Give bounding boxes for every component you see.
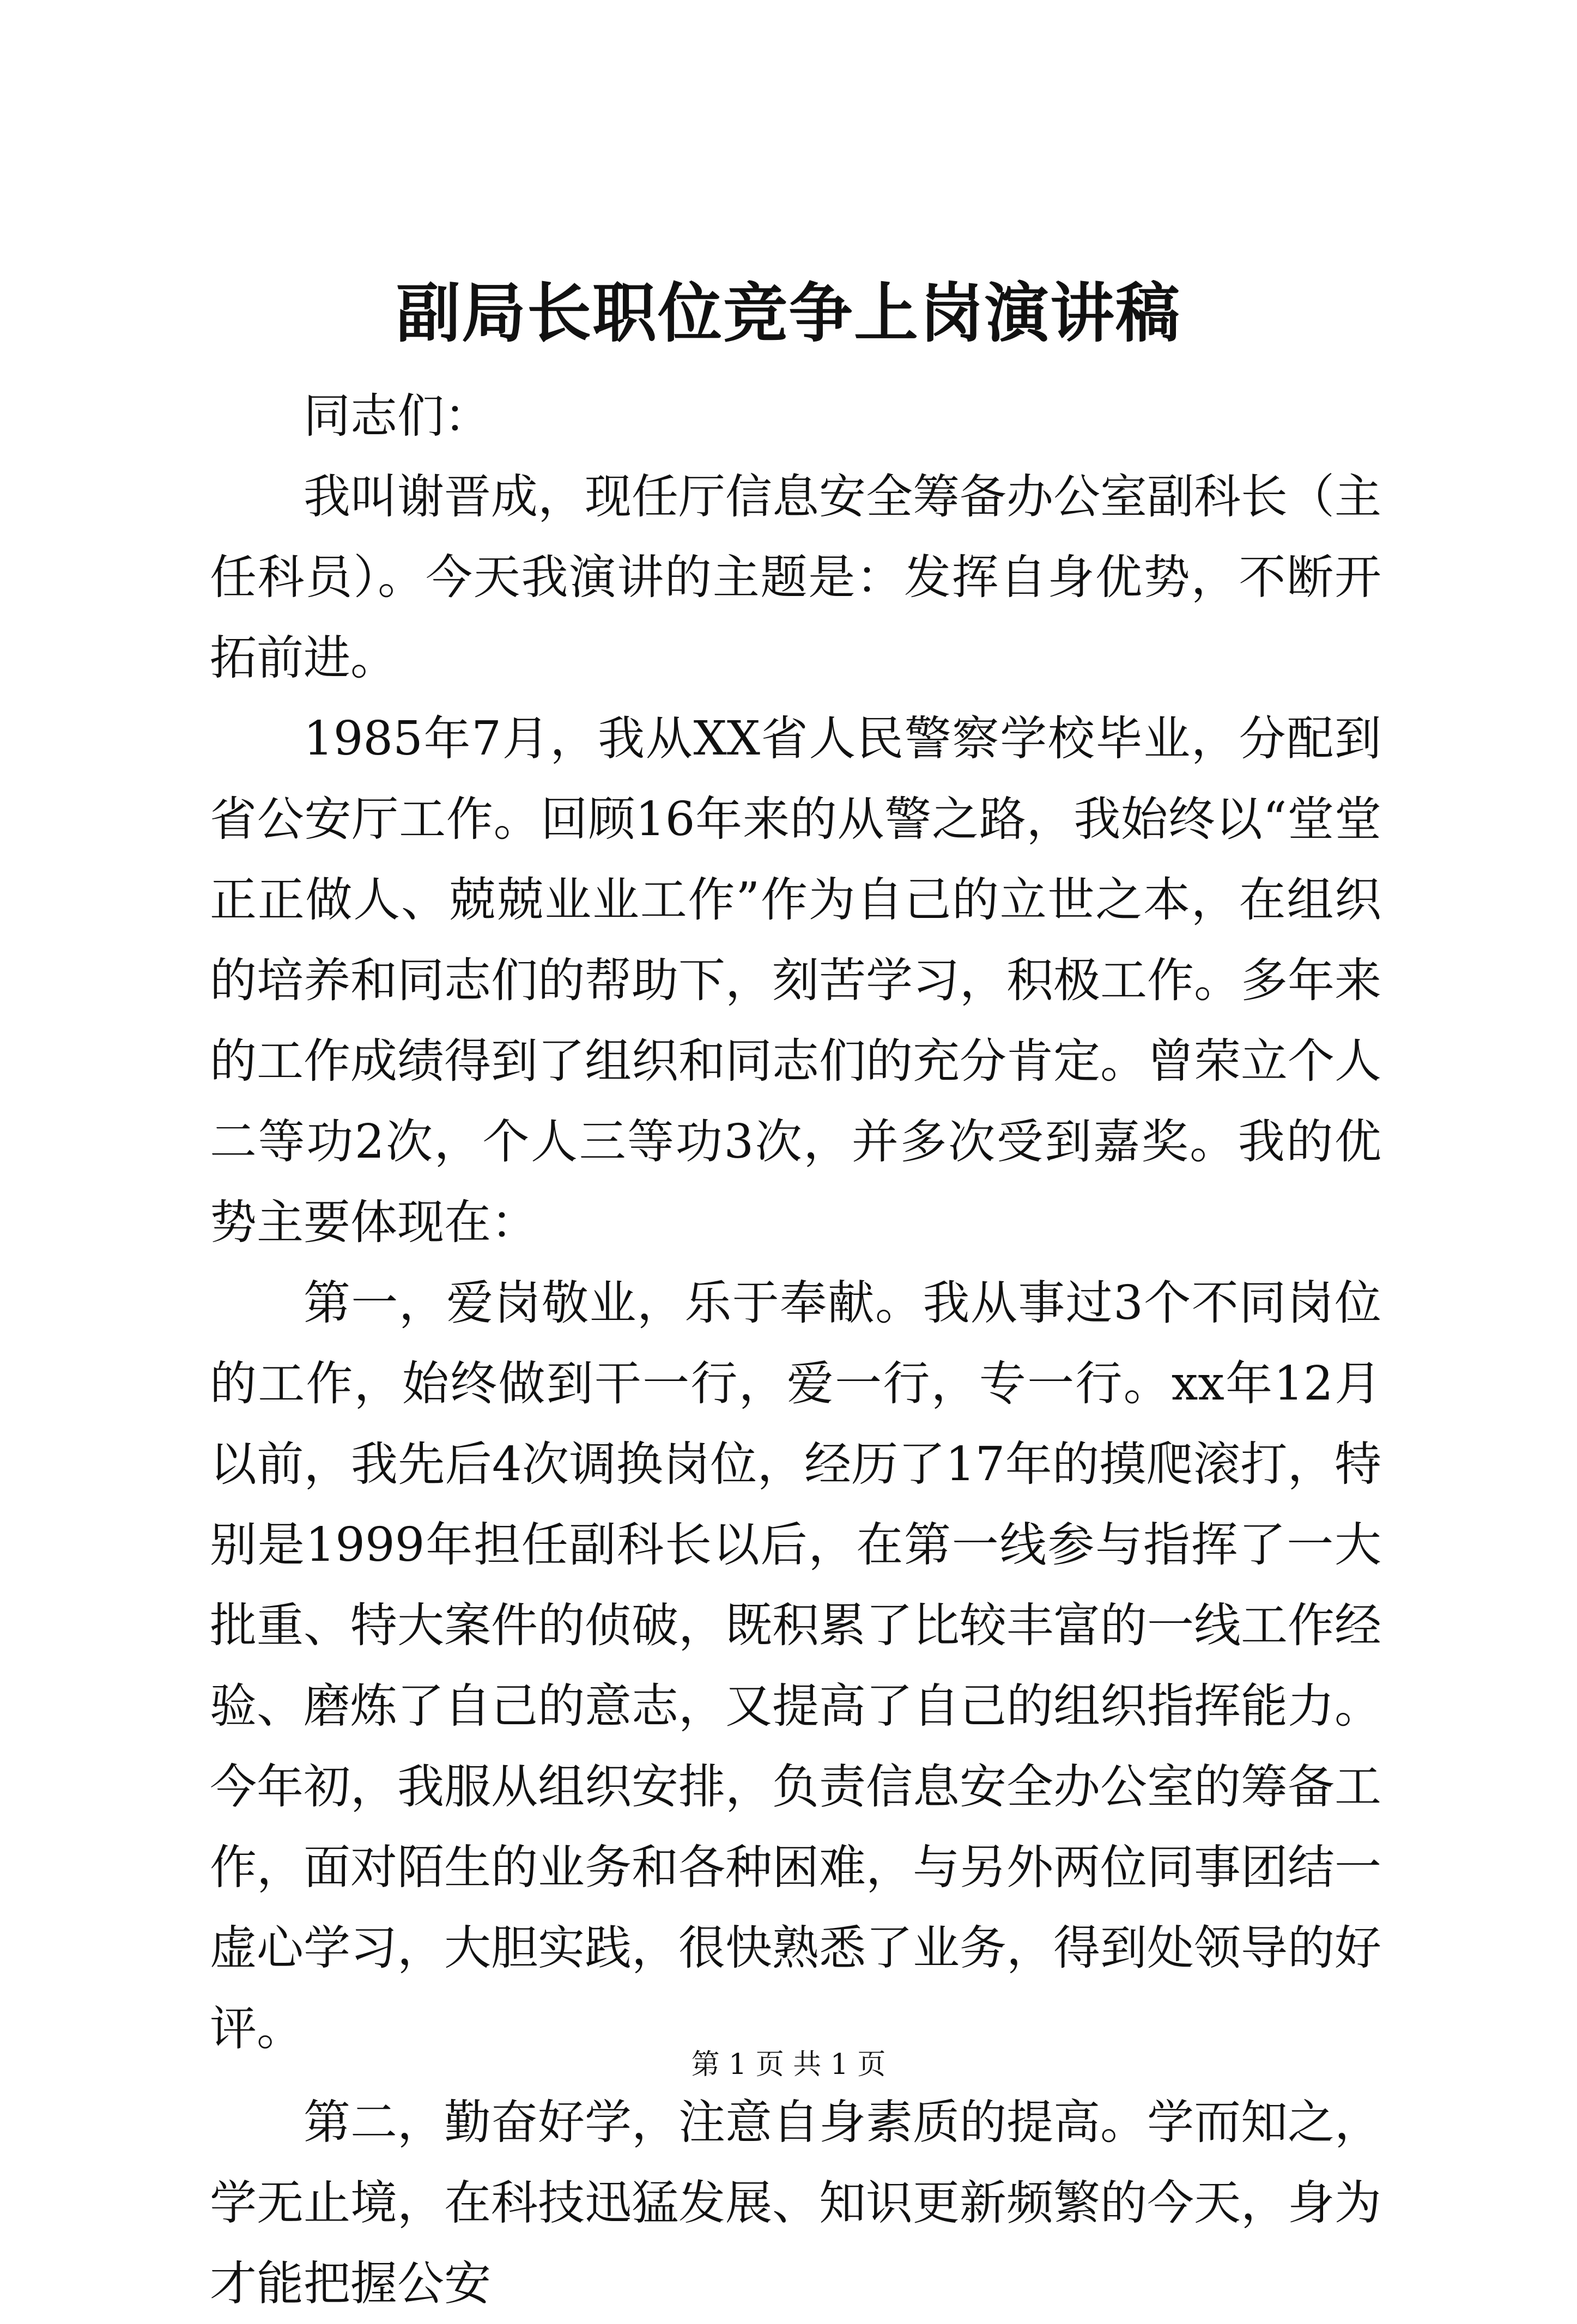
salutation-paragraph: 同志们： (304, 389, 491, 443)
document-body (210, 376, 1381, 2324)
introduction-paragraph: 我叫谢晋成，现任厅信息安全筹备办公室副科长（主任科员）。今天我演讲的主题是：发挥自身优势，不断开拓前进。 (210, 470, 1381, 685)
background-paragraph: 1985年7月，我从XX省人民警察学校毕业，分配到省公安厅工作。回顾16年来的从警之路，我始终以“堂堂正正做人、兢兢业业工作”作为自己的立世之本，在组织的培养和同志们的帮助下，刻苦学习，积极工作。多年来的工作成绩得到了组织和同志们的充分肯定。曾荣立个人二等功2次，个人三等功3次，并多次受到嘉奖。我的优势主要体现在： (210, 711, 1381, 1250)
page-footer: 第 1 页 共 1 页 (691, 2048, 886, 2081)
first-strength-paragraph: 第一，爱岗敬业，乐于奉献。我从事过3个不同岗位的工作，始终做到干一行，爱一行，专一行。xx年12月以前，我先后4次调换岗位，经历了17年的摸爬滚打，特别是1999年担任副科长以后，在第一线参与指挥了一大批重、特大案件的侦破，既积累了比较丰富的一线工作经验、磨炼了自己的意志，又提高了自己的组织指挥能力。今年初，我服从组织安排，负责信息安全办公室的筹备工作，面对陌生的业务和各种困难，与另外两位同事团结一虚心学习，大胆实践，很快熟悉了业务，得到处领导的好评。 (210, 1276, 1381, 2056)
second-strength-paragraph: 第二，勤奋好学，注意自身素质的提高。学而知之，学无止境，在科技迅猛发展、知识更新频繁的今天，身为才能把握公安 (210, 2095, 1381, 2311)
document-title: 副局长职位竞争上岗演讲稿 (396, 275, 1181, 351)
